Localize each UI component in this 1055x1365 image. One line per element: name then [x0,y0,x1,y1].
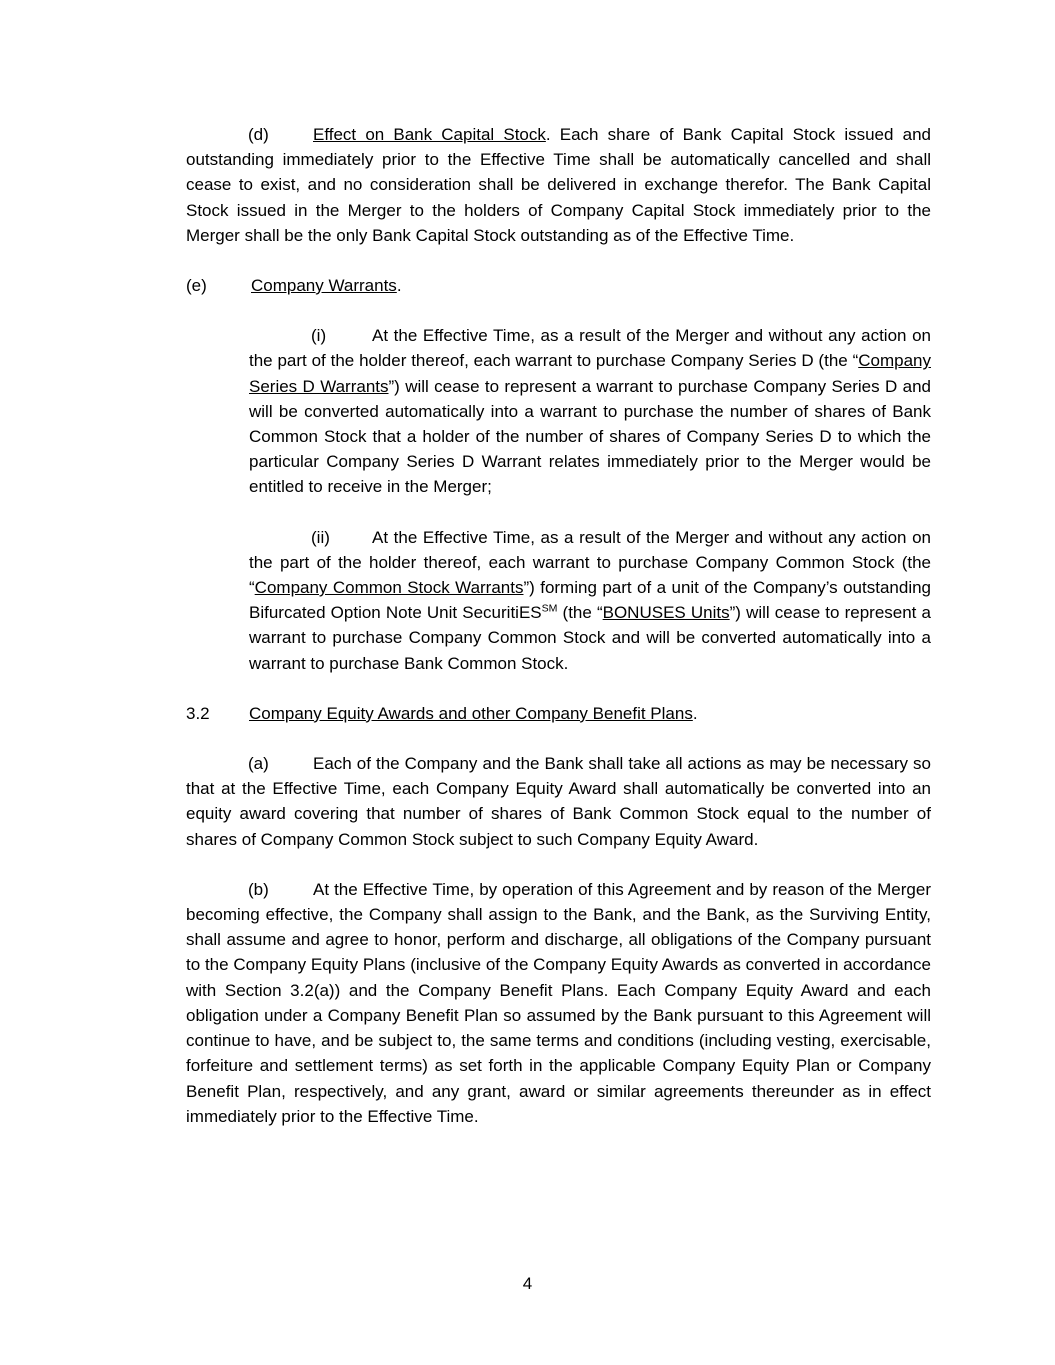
subparagraph-i [249,323,931,499]
paragraph-d [186,122,931,248]
section-3-2-heading [186,701,931,726]
paragraph-d-label: (d) [248,125,269,144]
paragraph-d-text: Effect on Bank Capital Stock. Each share of Bank Capital Stock issued and outstanding immediately prior to the Effective Time shall be automatically cancelled and shall cease to exist, and no consideration shall be delivered in exchange therefor. The Bank Capital Stock issued in the Merger to the holders of Company Capital Stock immediately prior to the Merger shall be the only Bank Capital Stock outstanding as of the Effective Time. [186,125,931,245]
paragraph-e-label: (e) [186,276,207,296]
paragraph-b-text: At the Effective Time, by operation of this Agreement and by reason of the Merger becoming effective, the Company shall assign to the Bank, and the Bank, as the Surviving Entity, shall assume and agree to honor, perform and discharge, all obligations of the Company pursuant to the Company Equity Plans (inclusive of the Company Equity Awards as converted in accordance with Section 3.2(a)) and the Company Benefit Plans. Each Company Equity Award and each obligation under a Company Benefit Plan so assumed by the Bank pursuant to this Agreement will continue to have, and be subject to, the same terms and conditions (including vesting, exercisable, forfeiture and settlement terms) as set forth in the applicable Company Equity Plan or Company Benefit Plan, respectively, and any grant, award or similar agreements thereunder as in effect immediately prior to the Effective Time. [186,879,931,1126]
subparagraph-i-text: At the Effective Time, as a result of the Merger and without any action on the part of the holder thereof, each warrant to purchase Company Series D (the “Company Series D Warrants”) will cease to represent a warrant to purchase Company Series D and will be converted automatically into a warrant to purchase the number of shares of Bank Common Stock that a holder of the number of shares of Company Series D to which the particular Company Series D Warrant relates immediately prior to the Merger would be entitled to receive in the Merger; [249,326,931,497]
document-content [186,122,931,1154]
subparagraph-ii-label: (ii) [311,527,330,547]
paragraph-a-label: (a) [248,754,269,774]
paragraph-a [186,751,931,852]
subparagraph-ii [249,525,931,676]
section-3-2-label: 3.2 [186,703,210,723]
paragraph-b [186,877,931,1129]
paragraph-e [186,273,931,298]
paragraph-e-text: Company Warrants. [251,276,402,296]
section-3-2-text: Company Equity Awards and other Company Benefit Plans. [249,703,698,723]
subparagraph-ii-text: At the Effective Time, as a result of the Merger and without any action on the part of the holder thereof, each warrant to purchase Company Common Stock (the “Company Common Stock Warrants”) forming part of a unit of the Company’s outstanding Bifurcated Option Note Unit SecuritiES℠ (the “BONUSES Units”) will cease to represent a warrant to purchase Company Common Stock and will be converted automatically into a warrant to purchase Bank Common Stock. [249,527,931,673]
paragraph-a-text: Each of the Company and the Bank shall take all actions as may be necessary so that at the Effective Time, each Company Equity Award shall automatically be converted into an equity award covering that number of shares of Bank Common Stock equal to the number of shares of Company Common Stock subject to such Company Equity Award. [186,754,931,849]
paragraph-b-label: (b) [248,879,269,899]
subparagraph-i-label: (i) [311,326,327,346]
page-number: 4 [522,1274,533,1293]
